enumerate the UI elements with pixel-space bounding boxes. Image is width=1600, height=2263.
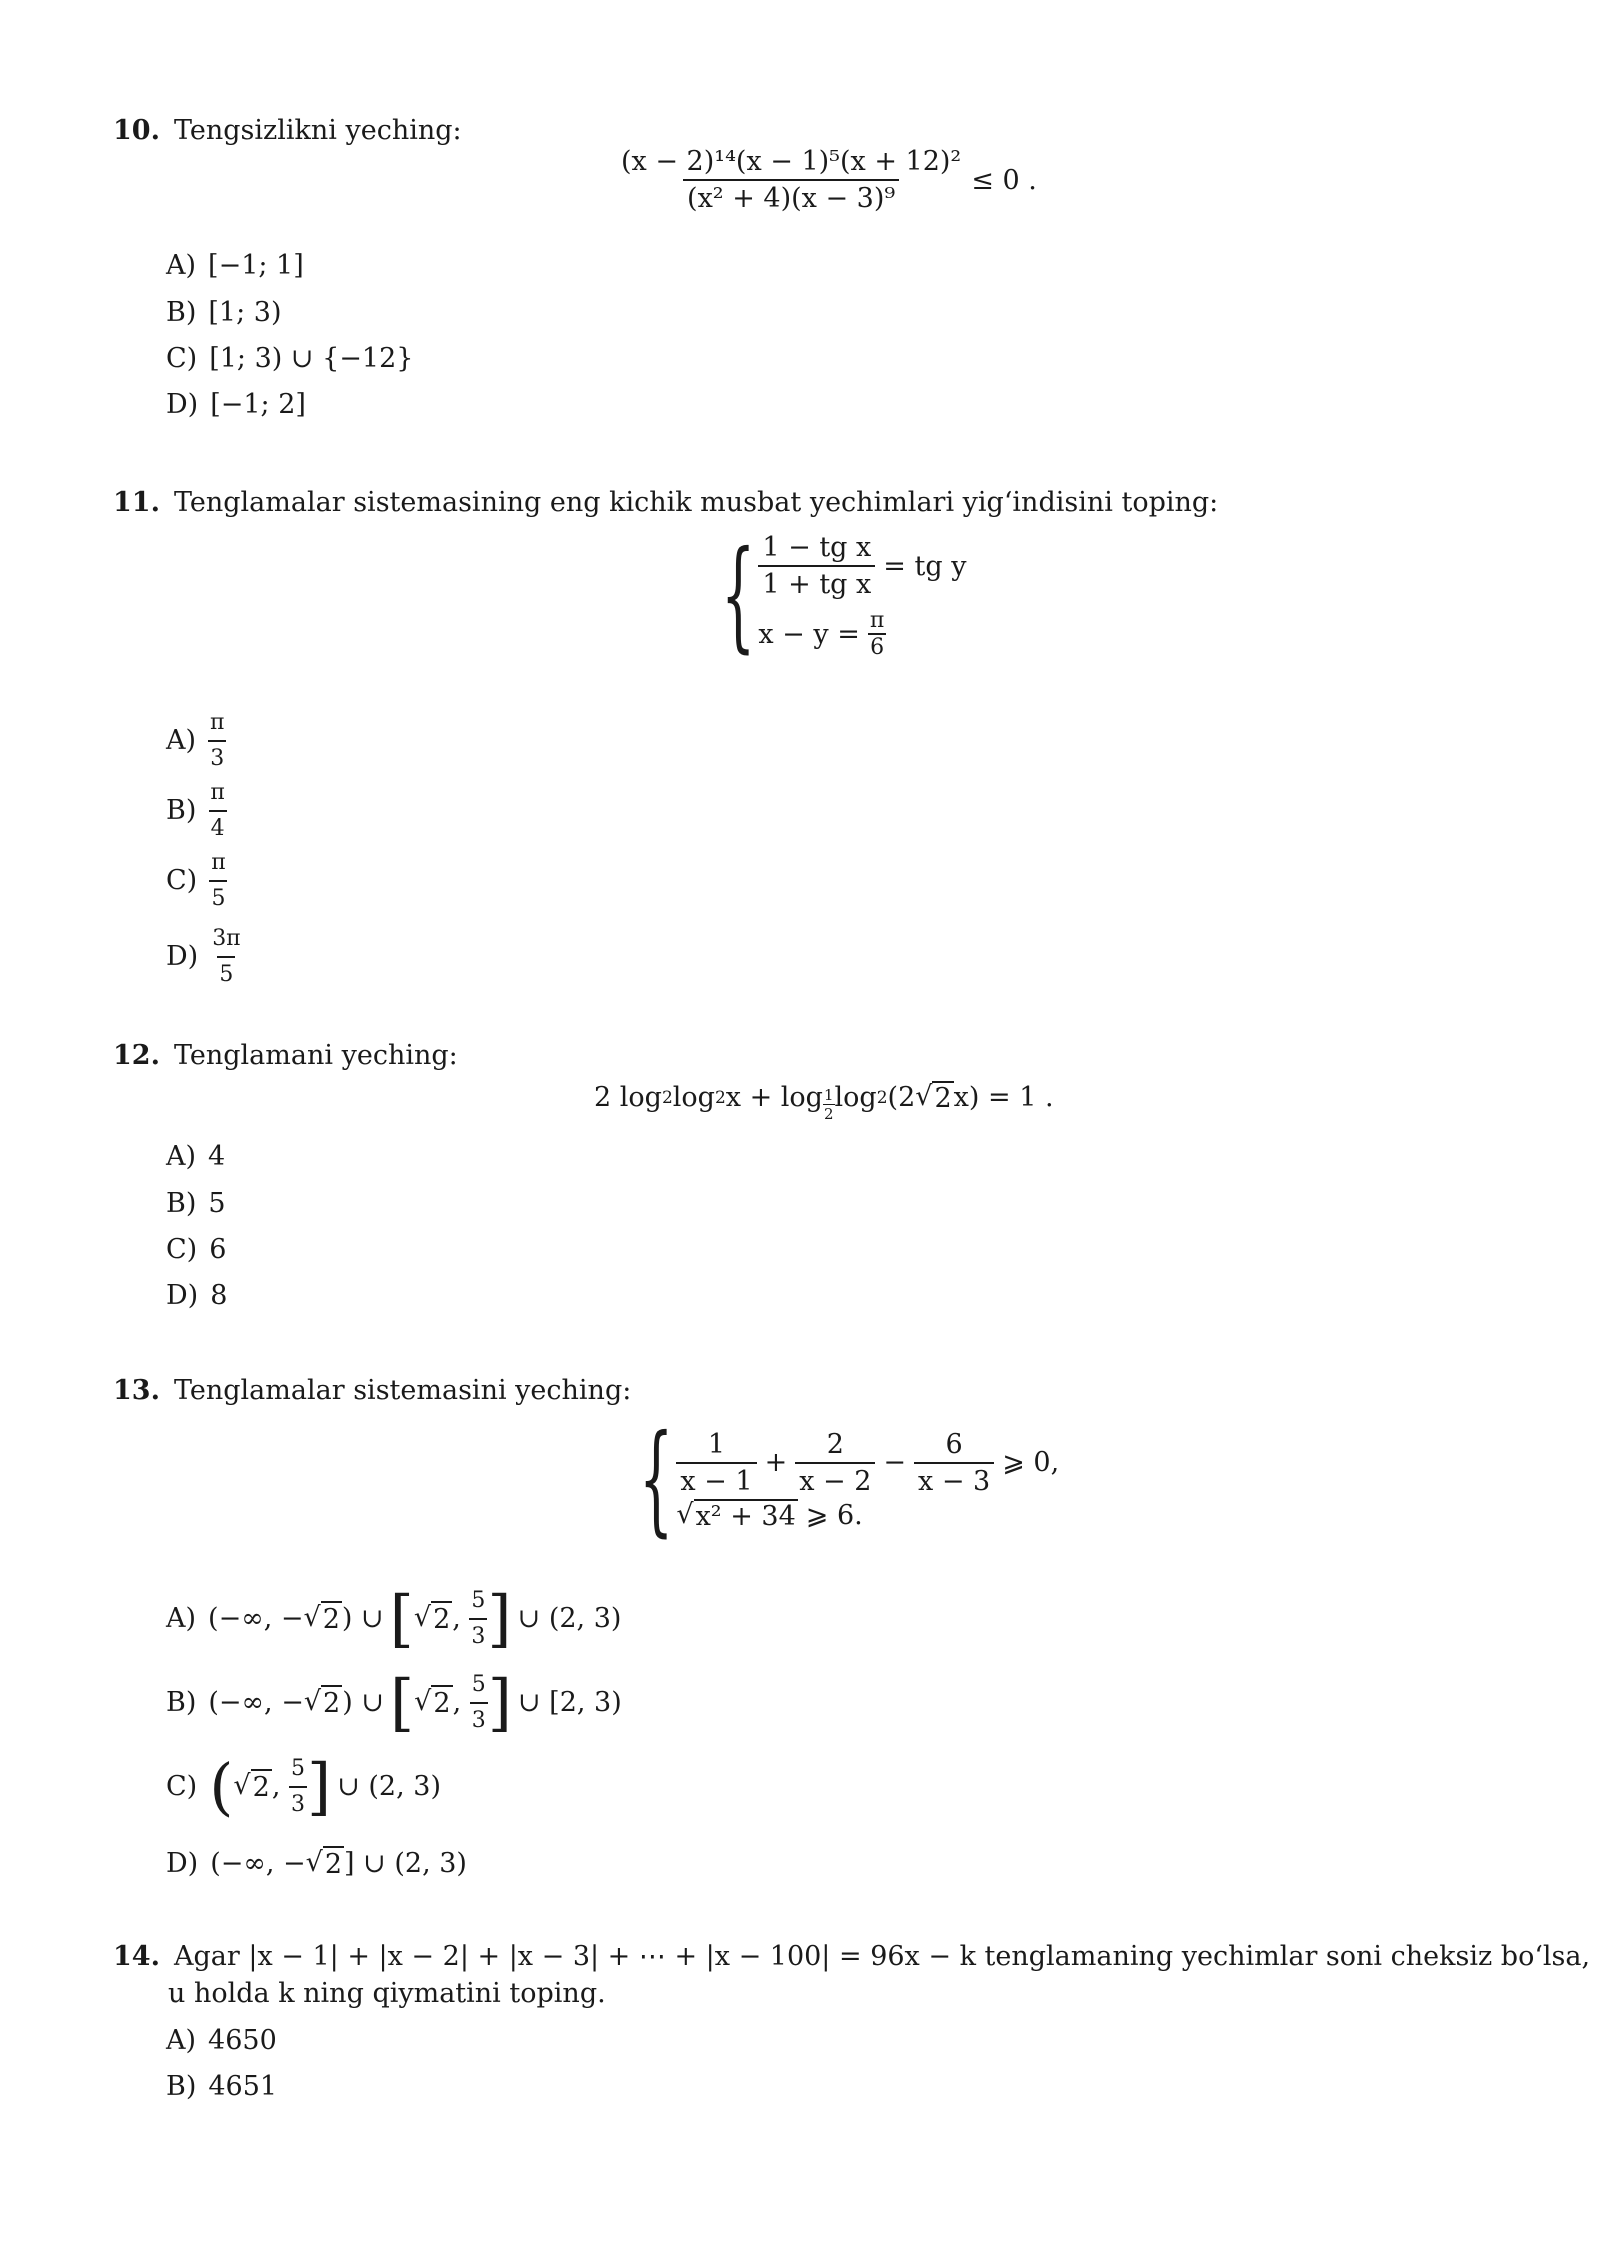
option-10-d[interactable]: D) [−1; 2] <box>166 389 306 420</box>
option-12-b[interactable]: B) 5 <box>166 1188 226 1219</box>
question-number: 12. <box>113 1040 160 1071</box>
left-brace: { <box>638 1410 674 1549</box>
option-13-d[interactable]: D) (−∞, − √ 2 ] ∪ (2, 3) <box>166 1847 467 1880</box>
option-10-c[interactable]: C) [1; 3) ∪ {−12} <box>166 343 414 374</box>
question-10-header <box>113 114 462 148</box>
sqrt-icon: √ <box>233 1770 251 1801</box>
option-14-a[interactable]: A) 4650 <box>166 2025 277 2056</box>
question-12-formula: 2 log 2 log 2 x + log $\frac{1}{2}$ log 2 (2 √ 2 x) = 1 . <box>594 1081 1054 1123</box>
formula-numerator: (x − 2)¹⁴(x − 1)⁵(x + 12)² <box>621 146 962 177</box>
question-prompt: Tenglamani yeching: <box>173 1040 458 1071</box>
question-number: 13. <box>113 1375 160 1406</box>
question-14-header <box>113 1940 1590 1974</box>
sqrt-icon: √ <box>303 1686 322 1717</box>
sqrt-icon: √ <box>915 1081 933 1112</box>
option-12-d[interactable]: D) 8 <box>166 1280 228 1311</box>
question-number: 14. <box>113 1941 160 1972</box>
option-13-a[interactable]: A) (−∞, − √ 2 ) ∪ [ √ 2 , $\frac{5}{3}$ ] ∪ (2, 3) <box>166 1582 622 1655</box>
question-13-system: { $\frac{1}{x - 1}$ + $\frac{2}{x - 2}$ − $\frac{6}{x - 3}$ ⩾ 0, √ x² + 34 ⩾ 6. <box>638 1410 1060 1549</box>
question-11-header <box>113 486 1218 520</box>
question-number: 11. <box>113 487 160 518</box>
formula-relation: ≤ 0 . <box>971 164 1037 196</box>
question-12-header <box>113 1039 458 1073</box>
question-11-system: { $\frac{\text{1 − tg x}}{\text{1 + tg x}}$ = tg y x − y = $\frac{\pi}{6}$ <box>720 526 967 665</box>
question-prompt: Tenglamalar sistemasini yeching: <box>173 1375 632 1406</box>
sqrt-icon: √ <box>676 1498 694 1530</box>
option-10-a[interactable]: A) [−1; 1] <box>166 250 304 281</box>
option-10-b[interactable]: B) [1; 3) <box>166 297 282 328</box>
question-line-1: Agar |x − 1| + |x − 2| + |x − 3| + ⋯ + |x − 100| = 96x − k tenglamaning yechimlar soni cheksiz bo‘lsa, <box>173 1941 1591 1972</box>
option-12-a[interactable]: A) 4 <box>166 1141 226 1172</box>
question-13-header <box>113 1374 631 1408</box>
question-prompt: Tenglamalar sistemasining eng kichik musbat yechimlari yig‘indisini toping: <box>173 487 1219 518</box>
option-13-b[interactable]: B) (−∞, − √ 2 ) ∪ [ √ 2 , $\frac{5}{3}$ ] ∪ [2, 3) <box>166 1666 622 1739</box>
option-11-d[interactable]: D) $\frac{3\pi}{5}$ <box>166 922 243 992</box>
sqrt-icon: √ <box>305 1847 323 1878</box>
option-14-b[interactable]: B) 4651 <box>166 2071 278 2102</box>
formula-denominator: (x² + 4)(x − 3)⁹ <box>683 179 899 214</box>
option-12-c[interactable]: C) 6 <box>166 1234 227 1265</box>
option-13-c[interactable]: C) ( √ 2 , $\frac{5}{3}$ ] ∪ (2, 3) <box>166 1750 441 1823</box>
question-10-formula <box>617 146 1037 214</box>
left-brace: { <box>720 526 756 665</box>
option-11-a[interactable]: A) $\frac{\pi}{3}$ <box>166 706 227 776</box>
sqrt-icon: √ <box>413 1602 432 1633</box>
question-number: 10. <box>113 115 160 146</box>
question-14-line-2: u holda k ning qiymatini toping. <box>168 1978 606 2009</box>
option-11-b[interactable]: B) $\frac{\pi}{4}$ <box>166 776 227 846</box>
option-11-c[interactable]: C) $\frac{\pi}{5}$ <box>166 846 228 916</box>
question-prompt: Tengsizlikni yeching: <box>173 115 462 146</box>
sqrt-icon: √ <box>414 1686 432 1717</box>
sqrt-icon: √ <box>303 1602 321 1633</box>
